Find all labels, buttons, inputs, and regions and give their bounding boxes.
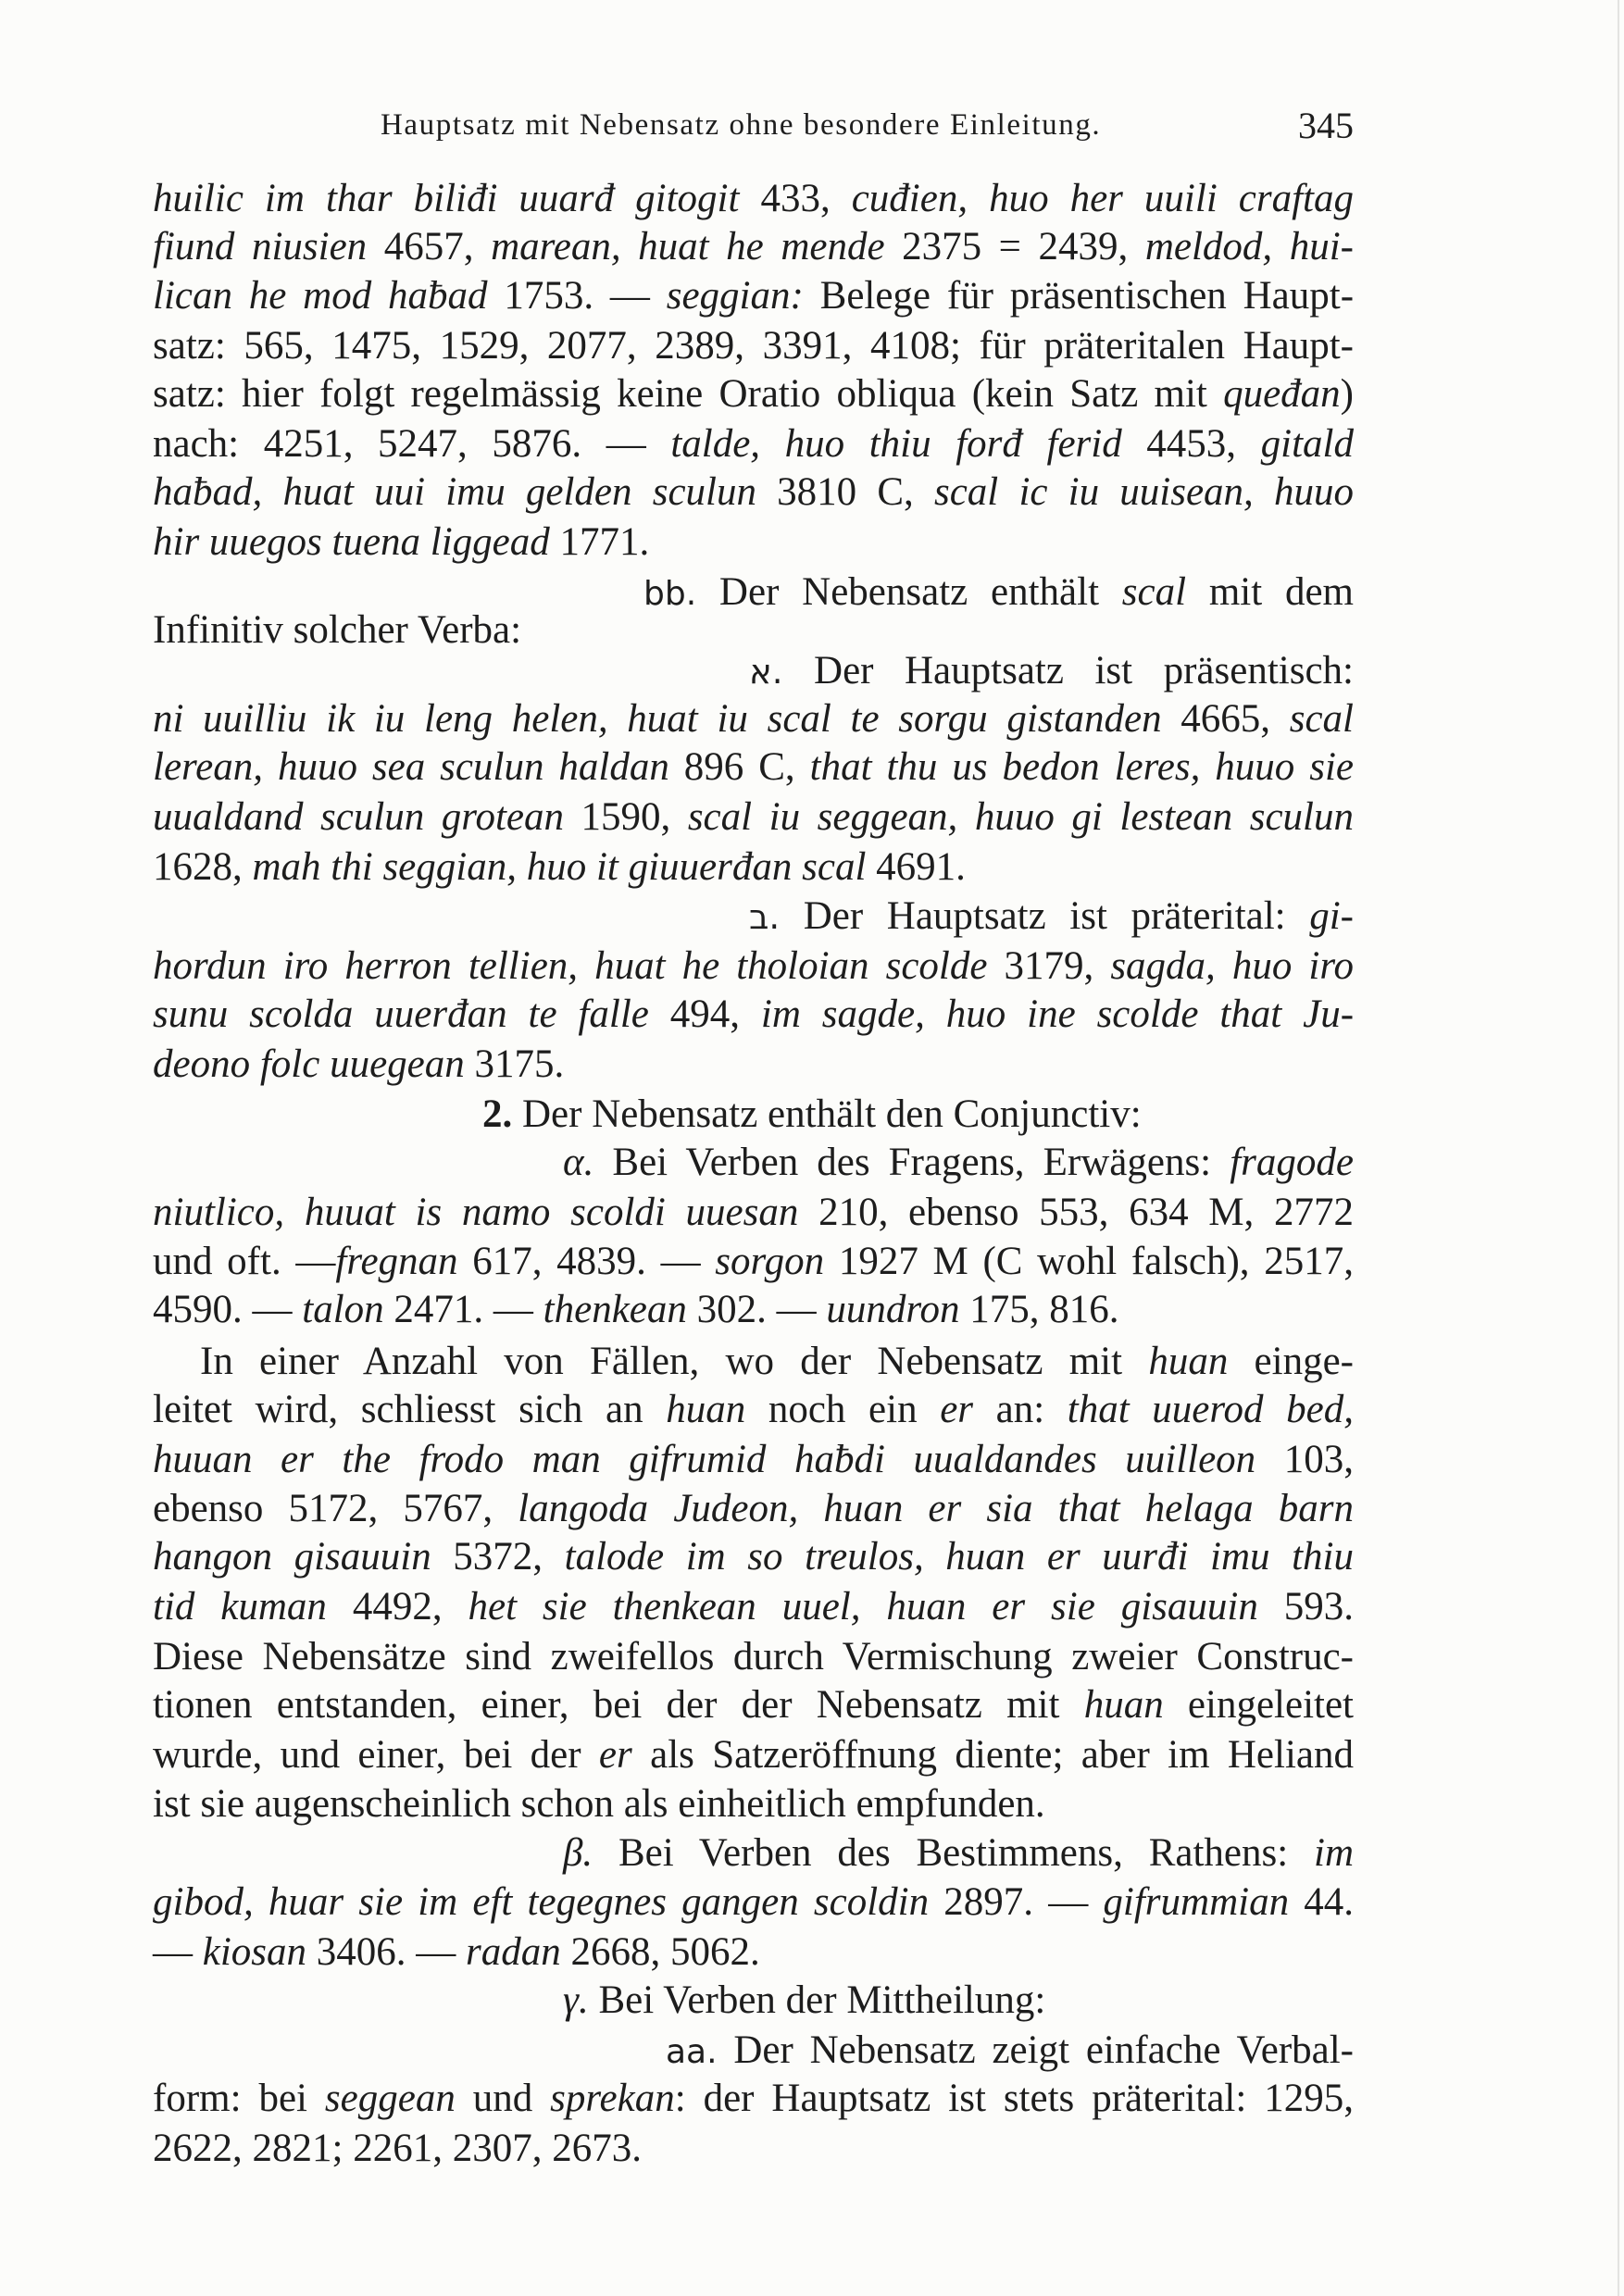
italic-text: meldod, hui- bbox=[1144, 224, 1354, 268]
roman-text: Der Nebensatz zeigt einfache Verbal- bbox=[717, 2028, 1354, 2072]
roman-text: leitet wird, schliesst sich an bbox=[153, 1387, 667, 1431]
italic-text: that uuerod bed, bbox=[1067, 1387, 1354, 1431]
italic-text: mah thi seggian, huo it giuuerđan scal bbox=[252, 844, 867, 889]
text-line bbox=[153, 1633, 1354, 1681]
italic-text: gifrummian bbox=[1103, 1880, 1290, 1925]
roman-text: an: bbox=[973, 1387, 1068, 1431]
line-content bbox=[153, 1438, 1354, 1481]
line-content bbox=[153, 1930, 760, 1974]
roman-text: nach: 4251, 5247, 5876. — bbox=[153, 422, 671, 467]
roman-text: ist sie augenscheinlich schon als einheitlich empfunden. bbox=[153, 1782, 1045, 1827]
roman-text: 4492, bbox=[326, 1585, 468, 1629]
italic-text: talode im so treulos, huan er uurđi imu thiu bbox=[564, 1535, 1354, 1579]
italic-text: scal bbox=[1121, 569, 1187, 614]
text-line bbox=[563, 1139, 1354, 1187]
roman-text: Der Hauptsatz ist präterital: bbox=[780, 894, 1310, 939]
roman-text: — bbox=[153, 1930, 203, 1975]
text-line bbox=[563, 1829, 1354, 1878]
roman-text: 2471. — bbox=[383, 1288, 543, 1332]
line-content bbox=[666, 2028, 1354, 2072]
enumeration-marker: γ. bbox=[563, 1978, 589, 2023]
text-line bbox=[643, 568, 1354, 617]
line-content bbox=[153, 225, 1354, 268]
italic-text: lerean, huuo sea sculun haldan bbox=[153, 745, 669, 790]
text-line bbox=[153, 1485, 1354, 1533]
roman-text: 4453, bbox=[1121, 422, 1261, 467]
italic-text: talon bbox=[302, 1288, 384, 1332]
italic-text: langoda Judeon, huan er sia that helaga barn bbox=[518, 1487, 1355, 1531]
roman-text: 210, ebenso 553, 634 M, 2772 bbox=[798, 1190, 1354, 1234]
text-line bbox=[153, 991, 1354, 1039]
text-line bbox=[153, 1928, 760, 1977]
roman-text: 4665, bbox=[1161, 697, 1290, 742]
enumeration-marker: א. bbox=[749, 651, 783, 692]
line-content bbox=[153, 324, 1354, 368]
text-line bbox=[153, 1878, 1354, 1927]
running-title: Hauptsatz mit Nebensatz ohne besondere Einleitung. bbox=[381, 108, 1102, 142]
italic-text: seggean bbox=[324, 2077, 456, 2121]
text-line bbox=[153, 518, 649, 567]
italic-text: scal ic iu uuisean, huuo bbox=[933, 470, 1355, 515]
text-line bbox=[749, 647, 1354, 695]
line-content bbox=[153, 608, 521, 652]
line-content bbox=[153, 372, 1354, 416]
text-line bbox=[153, 695, 1354, 743]
text-line bbox=[200, 1338, 1354, 1386]
text-line bbox=[153, 743, 1354, 792]
line-content bbox=[153, 1733, 1354, 1777]
roman-text: ) bbox=[1340, 372, 1354, 417]
text-line bbox=[482, 1091, 1142, 1139]
line-content bbox=[153, 2077, 1354, 2120]
text-line bbox=[153, 322, 1354, 370]
roman-text: Diese Nebensätze sind zweifellos durch Vermischung zweier Construc- bbox=[153, 1634, 1354, 1678]
roman-text: form: bei bbox=[153, 2077, 325, 2121]
italic-text: er bbox=[940, 1387, 974, 1431]
italic-text: marean, huat he mende bbox=[491, 224, 885, 268]
line-content bbox=[153, 944, 1354, 988]
roman-text: Infinitiv solcher Verba: bbox=[153, 607, 522, 652]
line-content bbox=[153, 274, 1354, 318]
roman-text: 3406. — bbox=[306, 1930, 467, 1975]
italic-text: sorgon bbox=[715, 1240, 825, 1284]
line-content bbox=[153, 2127, 642, 2170]
roman-text: ebenso 5172, 5767, bbox=[153, 1487, 518, 1531]
line-content bbox=[153, 992, 1354, 1036]
line-content bbox=[153, 422, 1354, 466]
roman-text: 4657, bbox=[367, 224, 492, 268]
italic-text: scal iu seggean, huuo gi lestean sculun bbox=[687, 794, 1354, 839]
roman-text: tionen entstanden, einer, bei der der Nebensatz mit bbox=[153, 1683, 1084, 1728]
roman-text: 175, 816. bbox=[959, 1288, 1119, 1332]
italic-text: uundron bbox=[826, 1288, 960, 1332]
italic-text: gi- bbox=[1309, 894, 1354, 939]
enumeration-marker: aa. bbox=[666, 2032, 718, 2071]
italic-text: queđan bbox=[1223, 372, 1341, 417]
line-content bbox=[153, 845, 966, 889]
roman-text: als Satzeröffnung diente; aber im Heliand bbox=[631, 1732, 1354, 1777]
page-number: 345 bbox=[1298, 105, 1354, 146]
roman-text: 2668, 5062. bbox=[560, 1930, 760, 1975]
text-line bbox=[153, 370, 1354, 418]
roman-text: 2375 = 2439, bbox=[884, 224, 1145, 268]
italic-text: scal bbox=[1289, 697, 1355, 742]
roman-text: 433, bbox=[739, 176, 852, 220]
line-content bbox=[153, 470, 1354, 514]
italic-text: huan bbox=[1148, 1339, 1229, 1383]
text-line bbox=[153, 793, 1354, 842]
roman-text: 1628, bbox=[153, 844, 253, 889]
text-line bbox=[563, 1977, 1045, 2025]
line-content bbox=[153, 1782, 1045, 1826]
italic-text: gitald bbox=[1260, 422, 1354, 467]
roman-text: 103, bbox=[1255, 1437, 1354, 1481]
italic-text: seggian: bbox=[666, 274, 804, 318]
text-line bbox=[153, 223, 1354, 271]
italic-text: lican he mod haƀad bbox=[153, 274, 488, 318]
line-content bbox=[153, 1288, 1119, 1331]
text-line bbox=[153, 272, 1354, 320]
roman-text: und oft. — bbox=[153, 1240, 336, 1284]
italic-text: fregnan bbox=[335, 1240, 458, 1284]
text-line bbox=[153, 2075, 1354, 2123]
text-line bbox=[666, 2027, 1354, 2075]
roman-text: Der Nebensatz enthält den Conjunctiv: bbox=[512, 1092, 1142, 1136]
line-content bbox=[153, 1191, 1354, 1234]
italic-text: tid kuman bbox=[153, 1585, 327, 1629]
enumeration-marker: β. bbox=[563, 1830, 593, 1875]
roman-text: 3175. bbox=[464, 1042, 565, 1086]
italic-text: kiosan bbox=[202, 1930, 307, 1975]
enumeration-marker: bb. bbox=[643, 574, 697, 613]
italic-text: uualdand sculun grotean bbox=[153, 794, 564, 839]
italic-text: er bbox=[598, 1732, 632, 1777]
line-content bbox=[482, 1092, 1142, 1136]
roman-text: satz: 565, 1475, 1529, 2077, 2389, 3391, 4108; für präteritalen Haupt- bbox=[153, 324, 1354, 368]
line-content bbox=[153, 1042, 564, 1086]
text-line bbox=[153, 1436, 1354, 1484]
enumeration-marker: 2. bbox=[482, 1092, 513, 1136]
page-edge-shadow bbox=[1618, 0, 1619, 2296]
line-content bbox=[153, 1635, 1354, 1678]
line-content bbox=[643, 570, 1354, 614]
text-line bbox=[153, 1238, 1354, 1286]
roman-text: wurde, und einer, bei der bbox=[153, 1732, 599, 1777]
roman-text: 2897. — bbox=[929, 1880, 1104, 1925]
roman-text: 1590, bbox=[563, 794, 688, 839]
line-content bbox=[153, 1487, 1354, 1530]
roman-text: 896 C, bbox=[668, 745, 810, 790]
line-content bbox=[153, 745, 1354, 789]
italic-text: hir uuegos tuena liggead bbox=[153, 519, 550, 564]
text-line bbox=[153, 175, 1354, 223]
italic-text: haƀad, huat uui imu gelden sculun bbox=[153, 470, 756, 515]
roman-text: 1771. bbox=[549, 519, 650, 564]
roman-text: 2622, 2821; 2261, 2307, 2673. bbox=[153, 2126, 642, 2170]
text-line bbox=[153, 2125, 642, 2173]
roman-text: 5372, bbox=[431, 1535, 565, 1579]
line-content bbox=[153, 177, 1354, 220]
line-content bbox=[563, 1978, 1045, 2022]
italic-text: talde, huo thiu forđ ferid bbox=[670, 422, 1122, 467]
roman-text: : der Hauptsatz ist stets präterital: 1295, bbox=[674, 2077, 1354, 2121]
italic-text: im sagde, huo ine scolde that Ju- bbox=[760, 992, 1355, 1037]
text-line bbox=[153, 1041, 564, 1089]
roman-text: In einer Anzahl von Fällen, wo der Nebensatz mit bbox=[200, 1339, 1149, 1383]
roman-text: eingeleitet bbox=[1163, 1683, 1354, 1728]
italic-text: hordun iro herron tellien, huat he tholoian scolde bbox=[153, 944, 988, 989]
italic-text: huilic im thar biliđi uuarđ gitogit bbox=[153, 176, 740, 220]
enumeration-marker: α. bbox=[563, 1140, 594, 1184]
text-line bbox=[153, 1681, 1354, 1729]
roman-text: Belege für präsentischen Haupt- bbox=[803, 274, 1355, 318]
line-content bbox=[153, 1585, 1354, 1628]
line-content bbox=[153, 697, 1354, 741]
roman-text: noch ein bbox=[745, 1387, 941, 1431]
roman-text: 617, 4839. — bbox=[457, 1240, 716, 1284]
roman-text: 1927 M (C wohl falsch), 2517, bbox=[824, 1240, 1354, 1284]
roman-text: 302. — bbox=[686, 1288, 827, 1332]
roman-text: 593. bbox=[1257, 1585, 1354, 1629]
text-line bbox=[153, 1731, 1354, 1779]
roman-text: mit dem bbox=[1186, 569, 1354, 614]
roman-text: Der Hauptsatz ist präsentisch: bbox=[782, 648, 1354, 693]
line-content bbox=[563, 1831, 1354, 1875]
text-line bbox=[153, 1286, 1119, 1334]
line-content bbox=[749, 894, 1354, 938]
text-line bbox=[153, 1583, 1354, 1631]
italic-text: thenkean bbox=[543, 1288, 687, 1332]
italic-text: ni uuilliu ik iu leng helen, huat iu scal te sorgu gistanden bbox=[153, 697, 1162, 742]
line-content bbox=[153, 795, 1354, 839]
roman-text: Bei Verben des Bestimmens, Rathens: bbox=[593, 1830, 1314, 1875]
italic-text: huan bbox=[666, 1387, 746, 1431]
text-line bbox=[153, 843, 966, 892]
italic-text: huan bbox=[1083, 1683, 1164, 1728]
roman-text: einge- bbox=[1228, 1339, 1354, 1383]
italic-text: deono folc uuegean bbox=[153, 1042, 465, 1086]
italic-text: het sie thenkean uuel, huan er sie gisauuin bbox=[468, 1585, 1258, 1629]
italic-text: niutlico, huuat is namo scoldi uuesan bbox=[153, 1190, 799, 1234]
italic-text: im bbox=[1314, 1830, 1354, 1875]
text-line bbox=[153, 1533, 1354, 1581]
roman-text: 3810 C, bbox=[756, 470, 934, 515]
text-line bbox=[153, 420, 1354, 468]
text-line bbox=[153, 606, 521, 655]
text-line bbox=[153, 942, 1354, 991]
italic-text: fiund niusien bbox=[153, 224, 368, 268]
text-line bbox=[153, 1386, 1354, 1434]
line-content bbox=[200, 1340, 1354, 1383]
italic-text: that thu us bedon leres, huuo sie bbox=[809, 745, 1354, 790]
line-content bbox=[153, 1880, 1354, 1924]
italic-text: sprekan bbox=[550, 2077, 675, 2121]
line-content bbox=[563, 1141, 1354, 1184]
line-content bbox=[153, 1388, 1354, 1431]
text-line bbox=[153, 468, 1354, 517]
italic-text: sunu scolda uuerđan te falle bbox=[153, 992, 649, 1037]
roman-text: 494, bbox=[648, 992, 761, 1037]
line-content bbox=[153, 1240, 1354, 1283]
italic-text: sagda, huo iro bbox=[1110, 944, 1354, 989]
line-content bbox=[749, 649, 1354, 693]
text-line bbox=[153, 1189, 1354, 1237]
roman-text: und bbox=[455, 2077, 551, 2121]
roman-text: Bei Verben des Fragens, Erwägens: bbox=[593, 1140, 1230, 1184]
roman-text: 1753. — bbox=[487, 274, 667, 318]
enumeration-marker: ב. bbox=[749, 897, 781, 938]
italic-text: huuan er the frodo man gifrumid haƀdi uualdandes uuilleon bbox=[153, 1437, 1256, 1481]
roman-text: Der Nebensatz enthält bbox=[696, 569, 1122, 614]
roman-text: satz: hier folgt regelmässig keine Oratio obliqua (kein Satz mit bbox=[153, 372, 1224, 417]
line-content bbox=[153, 520, 649, 564]
line-content bbox=[153, 1535, 1354, 1578]
italic-text: hangon gisauuin bbox=[153, 1535, 431, 1579]
italic-text: radan bbox=[466, 1930, 561, 1975]
roman-text: 4691. bbox=[866, 844, 966, 889]
roman-text: Bei Verben der Mittheilung: bbox=[588, 1978, 1046, 2023]
roman-text: 4590. — bbox=[153, 1288, 303, 1332]
italic-text: cuđien, huo her uuili craftag bbox=[851, 176, 1354, 220]
roman-text: 44. bbox=[1289, 1880, 1354, 1925]
text-line bbox=[153, 1780, 1045, 1828]
italic-text: gibod, huar sie im eft tegegnes gangen scoldin bbox=[153, 1880, 930, 1925]
text-line bbox=[749, 892, 1354, 941]
roman-text: 3179, bbox=[987, 944, 1111, 989]
line-content bbox=[153, 1683, 1354, 1727]
italic-text: fragode bbox=[1230, 1140, 1354, 1184]
